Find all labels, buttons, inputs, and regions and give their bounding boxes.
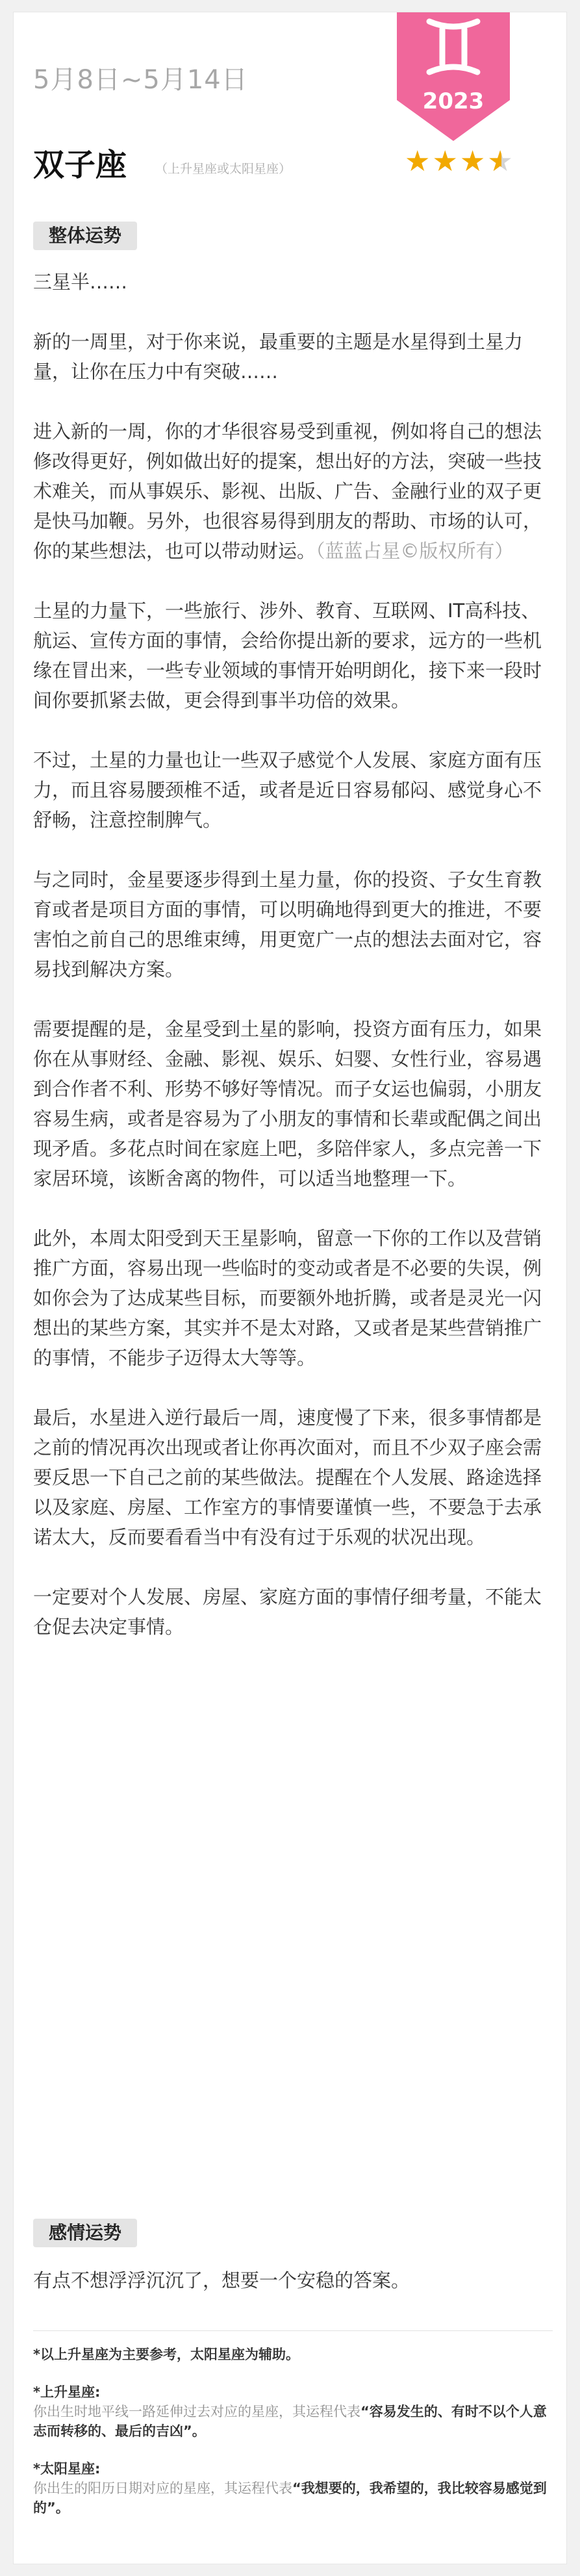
copyright-credit: （蓝蓝占星©版权所有） — [316, 540, 514, 562]
paragraph-text: 进入新的一周，你的才华很容易受到重视，例如将自己的想法修改得更好，例如做出好的提案，想出好的方法，突破一些技术难关，而从事娱乐、影视、出版、广告、金融行业的双子更是快马加鞭。另外，也很容易得到朋友的帮助、市场的认可，你的某些想法，也可以带动财运。 — [33, 420, 542, 562]
horoscope-card — [13, 12, 567, 2564]
half-star-icon: ★ ★ — [487, 145, 514, 178]
gemini-badge-shape — [385, 12, 522, 141]
star-icon: ★ — [432, 145, 460, 178]
paragraph: 土星的力量下，一些旅行、涉外、教育、互联网、IT高科技、航运、宣传方面的事情，会给你提出新的要求，远方的一些机缘在冒出来，一些专业领域的事情开始明朗化，接下来一段时间你要抓紧去做，更会得到事半功倍的效果。 — [33, 600, 542, 711]
paragraph: 有点不想浮浮沉沉了，想要一个安稳的答案。 — [33, 2269, 410, 2291]
rising-sign-desc: 你出生时地平线一路延伸过去对应的星座，其运程代表 — [33, 2404, 360, 2419]
paragraph: 与之同时，金星要逐步得到土星力量，你的投资、子女生育教育或者是项目方面的事情，可以明确地得到更大的推进，不要害怕之前自己的思维束缚，用更宽广一点的想法去面对它，容易找到解决方案。 — [33, 869, 542, 980]
paragraph: 三星半…… — [33, 271, 128, 293]
rising-sign-quote: “容易发生的、有时不以个人意志而转移的、最后的吉凶”。 — [33, 2404, 547, 2439]
sign-name: 双子座 — [33, 147, 127, 183]
star-icon: ★ — [405, 145, 433, 178]
sun-sign-desc: 你出生的阳历日期对应的星座，其运程代表 — [33, 2480, 292, 2496]
star-icon: ★ — [459, 145, 488, 178]
paragraph — [33, 416, 553, 566]
sign-note: （上升星座或太阳星座） — [155, 162, 292, 176]
rising-sign-label: *上升星座: — [33, 2384, 101, 2400]
gemini-badge — [385, 12, 522, 141]
date-range: 5月8日~5月14日 — [33, 65, 248, 95]
badge-year: 2023 — [422, 88, 485, 114]
footnote-title: *以上升星座为主要参考，太阳星座为辅助。 — [33, 2347, 299, 2362]
rising-sign-text — [33, 2402, 553, 2441]
sign-row — [33, 140, 553, 185]
sun-sign-label: *太阳星座: — [33, 2461, 101, 2477]
overall-luck-text — [33, 267, 553, 1642]
paragraph: 最后，水星进入逆行最后一周，速度慢了下来，很多事情都是之前的情况再次出现或者让你再次面对，而且不少双子座会需要反思一下自己之前的某些做法。提醒在个人发展、路途选择以及家庭、房屋、工作室方的事情要谨慎一些，不要急于去承诺太大，反而要看看当中有没有过于乐观的状况出现。 — [33, 1407, 542, 1548]
love-luck-tag: 感情运势 — [33, 2219, 137, 2247]
paragraph: 新的一周里，对于你来说，最重要的主题是水星得到土星力量，让你在压力中有突破…… — [33, 331, 523, 383]
paragraph: 一定要对个人发展、房屋、家庭方面的事情仔细考量，不能太仓促去决定事情。 — [33, 1586, 542, 1638]
sun-sign-text — [33, 2479, 553, 2518]
star-rating — [405, 145, 515, 178]
love-luck-text — [33, 2265, 553, 2295]
divider — [33, 2330, 553, 2331]
overall-luck-tag: 整体运势 — [33, 222, 137, 250]
footnotes — [33, 2345, 553, 2518]
paragraph: 不过，土星的力量也让一些双子感觉个人发展、家庭方面有压力，而且容易腰颈椎不适，或者是近日容易郁闷、感觉身心不舒畅，注意控制脾气。 — [33, 749, 542, 831]
paragraph: 需要提醒的是，金星受到土星的影响，投资方面有压力，如果你在从事财经、金融、影视、娱乐、妇婴、女性行业，容易遇到合作者不利、形势不够好等情况。而子女运也偏弱，小朋友容易生病，或者是容易为了小朋友的事情和长辈或配偶之间出现矛盾。多花点时间在家庭上吧，多陪伴家人，多点完善一下家居环境，该断舍离的物件，可以适当地整理一下。 — [33, 1018, 542, 1190]
sun-sign-quote: “我想要的，我希望的，我比较容易感觉到的”。 — [33, 2480, 547, 2516]
paragraph: 此外，本周太阳受到天王星影响，留意一下你的工作以及营销推广方面，容易出现一些临时的变动或者是不必要的失误，例如你会为了达成某些目标，而要额外地折腾，或者是灵光一闪想出的某些方案，其实并不是太对路，又或者是某些营销推广的事情，不能步子迈得太大等等。 — [33, 1227, 542, 1369]
